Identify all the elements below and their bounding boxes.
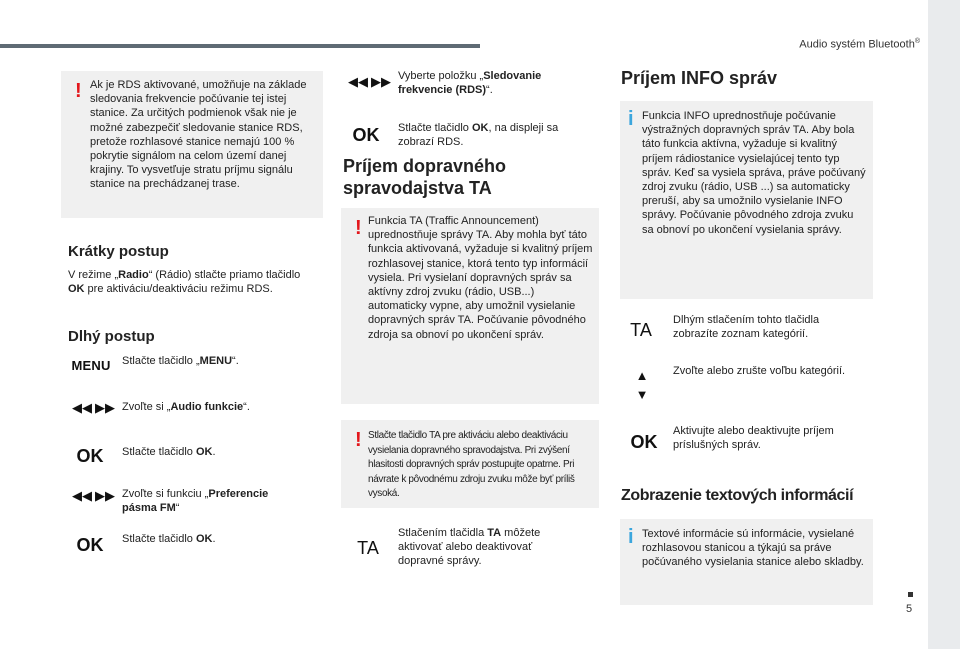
- long-step-5: Stlačte tlačidlo OK.: [122, 533, 216, 545]
- down-arrow-icon: ▼: [635, 387, 649, 402]
- ta-button-icon: TA: [357, 538, 379, 558]
- ok-button-icon: OK: [352, 125, 380, 145]
- info-i-icon: i: [628, 108, 634, 130]
- long-step-2: Zvoľte si „Audio funkcie“.: [122, 401, 250, 413]
- info-box: [620, 101, 873, 299]
- info-box-text: Funkcia INFO uprednostňuje počúvanie výstražných dopravných správ TA. Aby bola táto funkcia aktívna, vyžaduje si kvalitný príjem rádiostanice vysielajúcej tento typ správ. Keď sa vysiela správa, práve počúvaný zdroj zvuku (rádio, USB ...) sa automaticky preruší, aby sa umožnilo vysielanie INFO správy. Počúvanie pôvodného zdroja zvuku sa obnoví po ukončení vysielania správy.: [642, 110, 866, 236]
- short-procedure-title: Krátky postup: [68, 243, 169, 260]
- info-step-ta: Dlhým stlačením tohto tlačidla zobrazíte zoznam kategórií.: [673, 314, 820, 341]
- info-step-updown: Zvoľte alebo zrušte voľbu kategórií.: [673, 365, 846, 377]
- text-info-box-text: Textové informácie sú informácie, vysielané rozhlasovou stanicou a týkajú sa práve počúvaného vysielania stanice alebo skladby.: [642, 528, 864, 569]
- info-step-ok: Aktivujte alebo deaktivujte príjem príslušných správ.: [673, 425, 834, 452]
- ta-volume-warning-box: [341, 420, 599, 508]
- left-right-arrows-icon: ◀◀ ▶▶: [72, 400, 115, 415]
- rds-warning-text: Ak je RDS aktivované, umožňuje na základe sledovania frekvencie počúvanie tej istej stanice. Za určitých podmienok však nie je možné zabezpečiť sledovanie stanice RDS, pretože rozhlasové stanice nemajú 100 % pokrytie signálom na celom území danej krajiny. To vysvetľuje stratu príjmu signálu stanice na prechádzanej trase.: [90, 79, 307, 191]
- warning-exclamation-icon: !: [355, 429, 362, 451]
- chapter-title: Audio systém Bluetooth®: [799, 38, 920, 51]
- ta-warning-text: Funkcia TA (Traffic Announcement) uprednostňuje správy TA. Aby mohla byť táto funkcia aktivovaná, vyžaduje si kvalitný príjem rozhlasovej stanice, ktorá tento typ informácií vysiela. Pri vysielaní dopravných správ sa aktívny zdroj zvuku (rádio, USB...) automaticky vypne, aby umožnil vysielanie dopravných správ TA. Počúvanie pôvodného zdroja sa obnoví po ukončení správ.: [368, 215, 593, 341]
- header-bar: [0, 44, 480, 48]
- traffic-news-title: Príjem dopravného spravodajstva TA: [343, 156, 507, 198]
- long-step-1: Stlačte tlačidlo „MENU“.: [122, 355, 239, 367]
- rds-step-ok: Stlačte tlačidlo OK, na displeji sa zobrazí RDS.: [398, 122, 559, 149]
- page-edge-strip: [928, 0, 960, 649]
- ok-button-icon: OK: [630, 432, 658, 452]
- long-step-3: Stlačte tlačidlo OK.: [122, 446, 216, 458]
- ta-button-icon: TA: [630, 320, 652, 340]
- ok-button-icon: OK: [76, 535, 104, 555]
- ta-warning-box: [341, 208, 599, 404]
- text-info-title: Zobrazenie textových informácií: [621, 487, 854, 504]
- left-right-arrows-icon: ◀◀ ▶▶: [72, 488, 115, 503]
- up-arrow-icon: ▲: [635, 368, 649, 383]
- long-step-4: Zvoľte si funkciu „Preferencie pásma FM“: [122, 488, 269, 515]
- info-i-icon: i: [628, 526, 634, 548]
- rds-warning-box: [61, 71, 323, 218]
- page-number: 5: [906, 603, 913, 615]
- text-info-box: [620, 519, 873, 605]
- rds-step-select: Vyberte položku „Sledovanie frekvencie (RDS)“.: [398, 70, 542, 97]
- continuation-marker: [908, 592, 913, 597]
- left-right-arrows-icon: ◀◀ ▶▶: [348, 74, 391, 89]
- warning-exclamation-icon: !: [75, 80, 82, 102]
- long-procedure-title: Dlhý postup: [68, 328, 155, 345]
- info-messages-title: Príjem INFO správ: [621, 68, 778, 88]
- ta-volume-warning-text: Stlačte tlačidlo TA pre aktiváciu alebo deaktiváciu vysielania dopravného spravodajstva. Pri zvýšení hlasitosti dopravných správ postupujte opatrne. Pri návrate k pôvodnému zdroju zvuku môže byť príliš vysoká.: [368, 430, 575, 499]
- ok-button-icon: OK: [76, 446, 104, 466]
- warning-exclamation-icon: !: [355, 217, 362, 239]
- menu-button-icon: MENU: [71, 358, 111, 373]
- short-procedure-text: V režime „Radio“ (Rádio) stlačte priamo tlačidlo OK pre aktiváciu/deaktiváciu režimu RDS.: [68, 269, 301, 296]
- ta-step: Stlačením tlačidla TA môžete aktivovať alebo deaktivovať dopravné správy.: [398, 527, 541, 568]
